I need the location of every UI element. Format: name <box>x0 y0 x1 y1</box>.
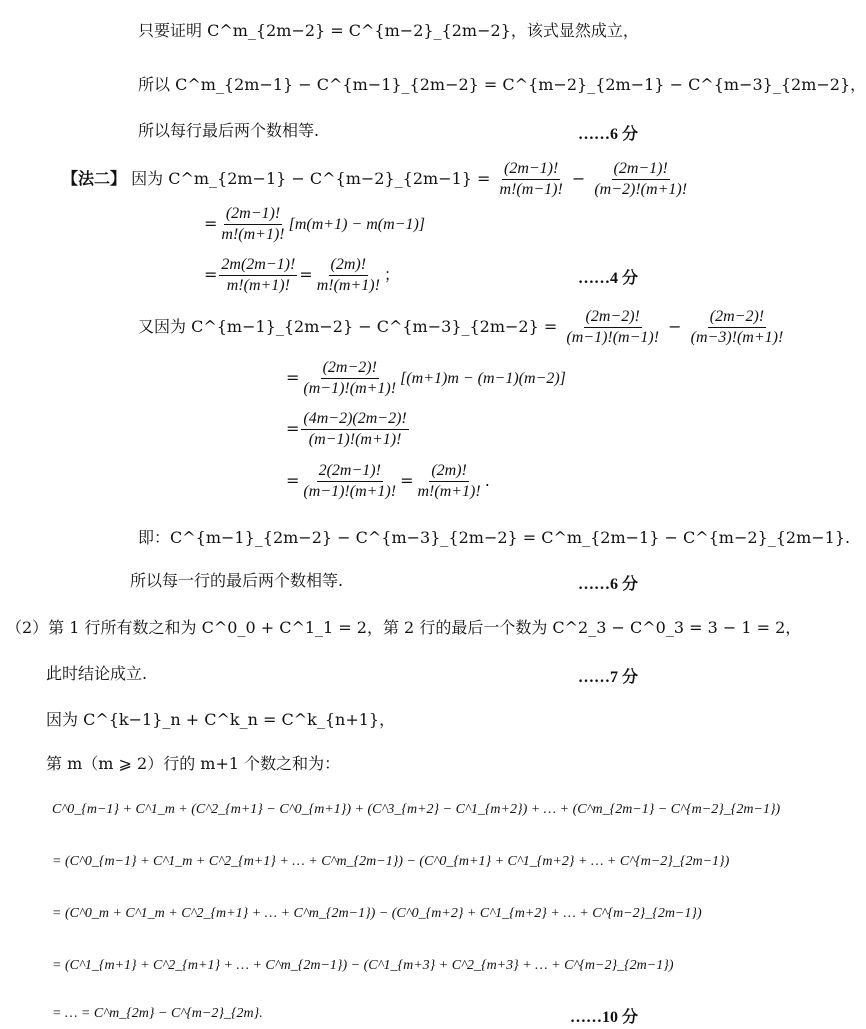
derivation-line: = $\frac{(4m-2)(2m-2)!}{(m-1)!(m+1)!}$ <box>286 410 407 448</box>
statement-line-2: 所以 C^m_{2m−1} − C^{m−1}_{2m−2} = C^{m−2}_{2m−1} − C^{m−3}_{2m−2}， <box>138 75 866 94</box>
part-two-line: （2）第 1 行所有数之和为 C^0_0 + C^1_1 = 2，第 2 行的最后一个数为 C^2_3 − C^0_3 = 3 − 1 = 2， <box>6 618 802 637</box>
derivation-line: = $\frac{2(2m-1)!}{(m-1)!(m+1)!}$ = $\frac{(2m)!}{m!(m+1)!}$ . <box>286 462 490 500</box>
score-marker: ……6 分 <box>577 576 638 593</box>
fraction: $\frac{(4m-2)(2m-2)!}{(m-1)!(m+1)!}$ <box>303 410 407 448</box>
statement-line-3: 所以每行最后两个数相等. <box>138 121 320 140</box>
derivation-line: 又因为 C^{m−1}_{2m−2} − C^{m−3}_{2m−2} = $\frac{(2m-2)!}{(m-1)!(m-1)!}$ − $\frac{(2m-2)!}{(m-3)!(m+1)!}$ <box>138 308 784 346</box>
part-two-line: 第 m（m ⩾ 2）行的 m+1 个数之和为： <box>46 754 341 773</box>
fraction: $\frac{(2m-2)!}{(m-3)!(m+1)!}$ <box>690 308 784 346</box>
derivation-line: = $\frac{2m(2m-1)!}{m!(m+1)!}$ = $\frac{(2m)!}{m!(m+1)!}$ ； <box>204 256 400 294</box>
fraction: $\frac{(2m-2)!}{(m-1)!(m-1)!}$ <box>566 308 660 346</box>
fraction: $\frac{(2m)!}{m!(m+1)!}$ <box>417 462 481 500</box>
conclusion-line: 即：C^{m−1}_{2m−2} − C^{m−3}_{2m−2} = C^m_{2m−1} − C^{m−2}_{2m−1}. <box>138 528 851 547</box>
statement-line-1: 只要证明 C^m_{2m−2} = C^{m−2}_{2m−2}，该式显然成立， <box>138 21 639 40</box>
score-marker: ……6 分 <box>577 126 638 143</box>
score-marker: ……10 分 <box>569 1009 638 1026</box>
fraction: $\frac{(2m-1)!}{(m-2)!(m+1)!}$ <box>594 160 688 198</box>
derivation-line: = $\frac{(2m-1)!}{m!(m+1)!}$ [m(m+1) − m(m−1)] <box>204 205 425 243</box>
score-marker: ……4 分 <box>577 270 638 287</box>
derivation-line: = $\frac{(2m-2)!}{(m-1)!(m+1)!}$ [(m+1)m − (m−1)(m−2)] <box>286 359 566 397</box>
part-two-line: 因为 C^{k−1}_n + C^k_n = C^k_{n+1}， <box>46 710 396 729</box>
fraction: $\frac{2(2m-1)!}{(m-1)!(m+1)!}$ <box>303 462 397 500</box>
score-marker: ……7 分 <box>577 669 638 686</box>
fraction: $\frac{(2m-1)!}{m!(m+1)!}$ <box>221 205 285 243</box>
because-expression: 因为 C^m_{2m−1} − C^{m−2}_{2m−1} = <box>131 169 491 188</box>
part-two-line: 此时结论成立. <box>46 664 148 683</box>
sum-line: = … = C^m_{2m} − C^{m−2}_{2m}. <box>52 1006 263 1021</box>
fraction: $\frac{(2m-2)!}{(m-1)!(m+1)!}$ <box>303 359 397 397</box>
sum-line: = (C^0_m + C^1_m + C^2_{m+1} + … + C^m_{2m−1}) − (C^0_{m+2} + C^1_{m+2} + … + C^{m−2}_{2m−1}) <box>52 906 702 921</box>
conclusion-line: 所以每一行的最后两个数相等. <box>130 571 344 590</box>
method-two-label: 【法二】 <box>62 169 127 188</box>
sum-line: = (C^0_{m−1} + C^1_m + C^2_{m+1} + … + C^m_{2m−1}) − (C^0_{m+1} + C^1_{m+2} + … + C^{m−2}_{2m−1}) <box>52 854 730 869</box>
fraction: $\frac{(2m)!}{m!(m+1)!}$ <box>316 256 380 294</box>
fraction: $\frac{2m(2m-1)!}{m!(m+1)!}$ <box>221 256 296 294</box>
method-two-block: 【法二】 因为 C^m_{2m−1} − C^{m−2}_{2m−1} = $\frac{(2m-1)!}{m!(m-1)!}$ − $\frac{(2m-1)!}{(m-2)!(m+1)!}$ <box>62 160 688 198</box>
sum-line: = (C^1_{m+1} + C^2_{m+1} + … + C^m_{2m−1}) − (C^1_{m+3} + C^2_{m+3} + … + C^{m−2}_{2m−1}) <box>52 958 674 973</box>
fraction: $\frac{(2m-1)!}{m!(m-1)!}$ <box>499 160 563 198</box>
sum-line: C^0_{m−1} + C^1_m + (C^2_{m+1} − C^0_{m+1}) + (C^3_{m+2} − C^1_{m+2}) + … + (C^m_{2m−1} − C^{m−2}_{2m−1}) <box>52 802 781 817</box>
